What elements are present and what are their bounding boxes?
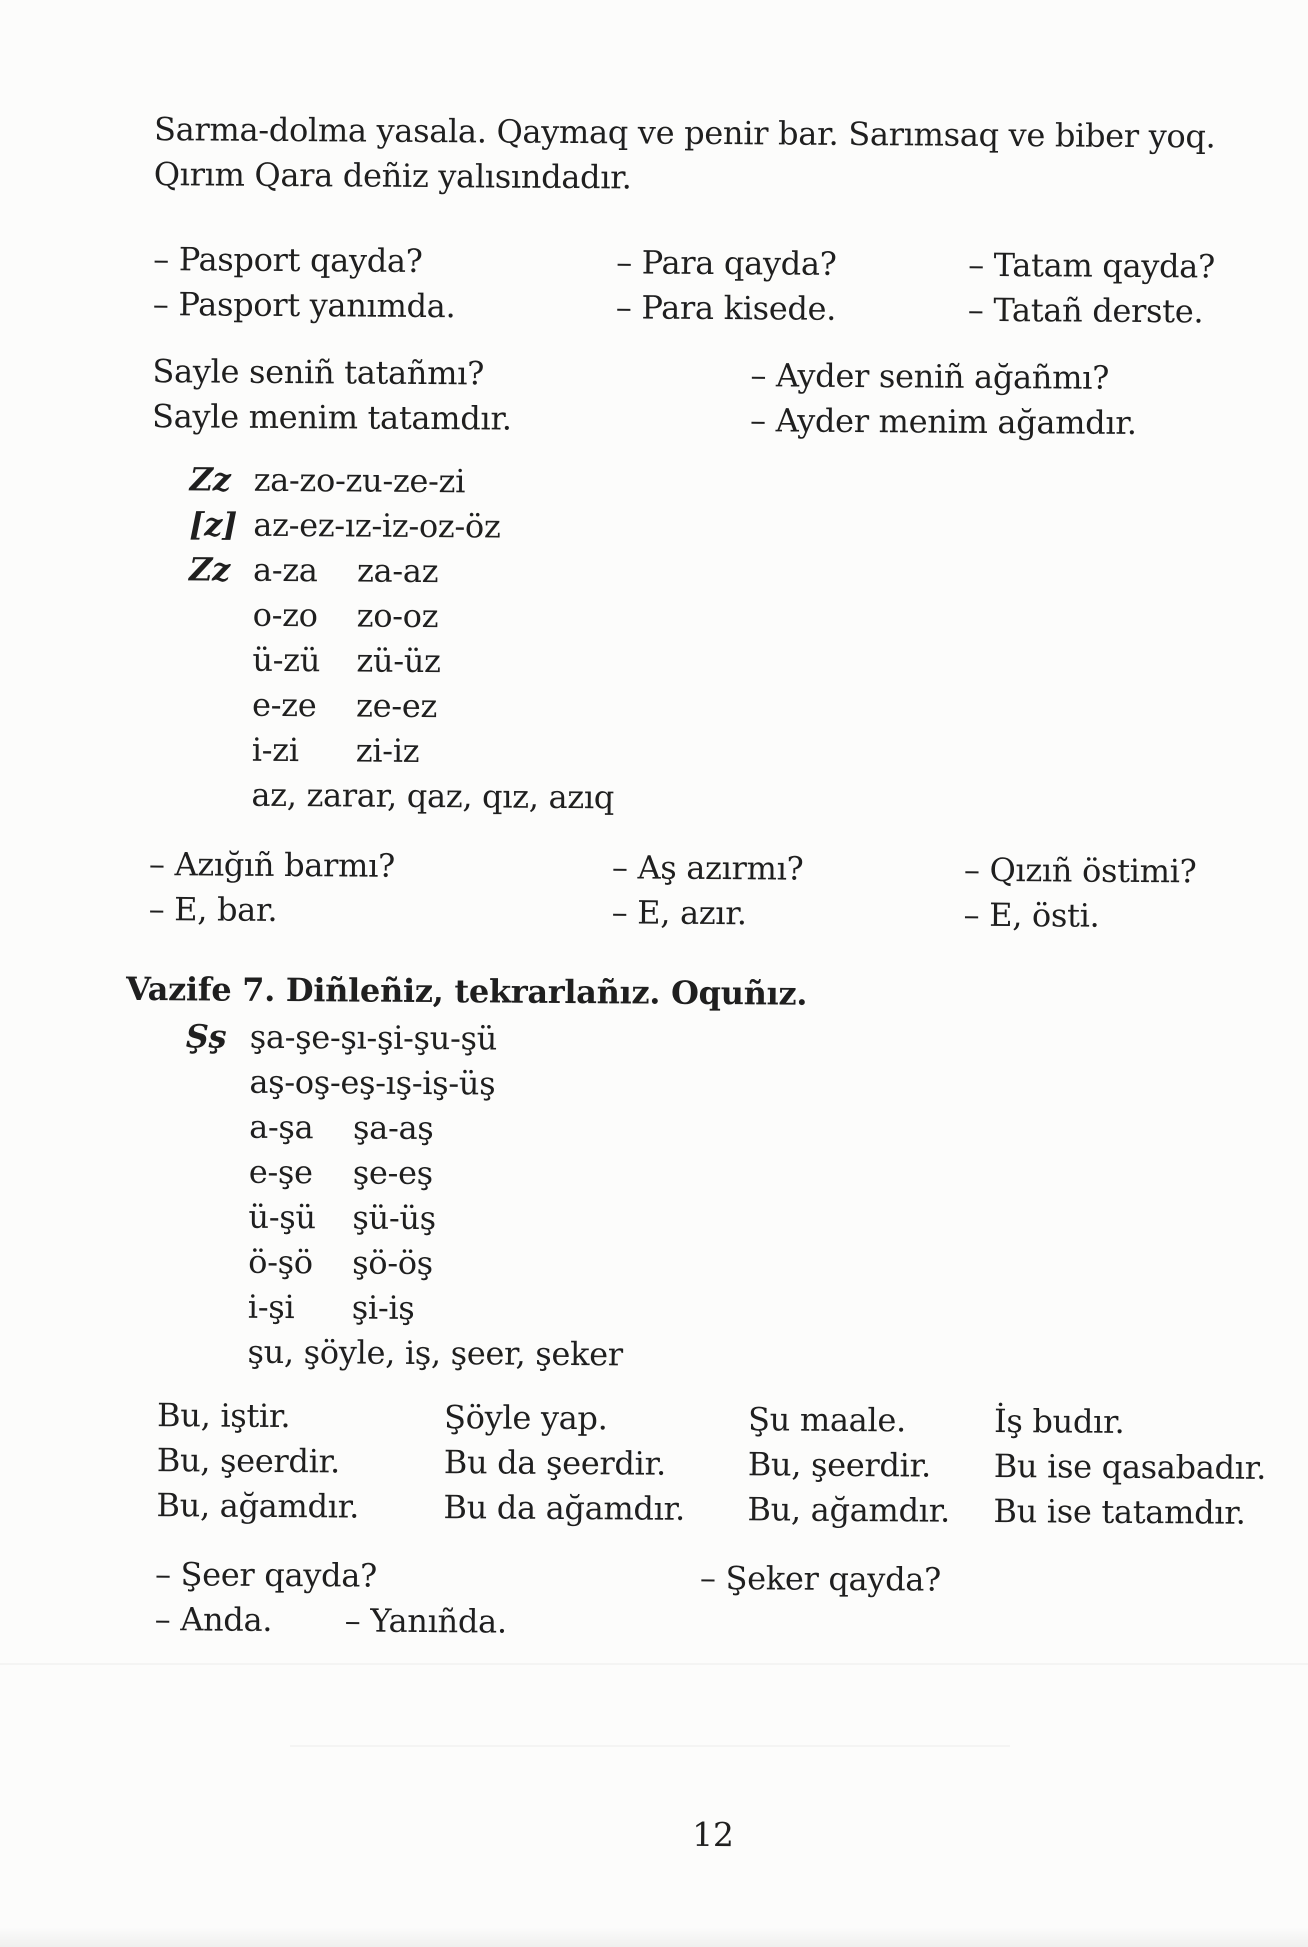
sentence: Bu ise qasabadır.	[993, 1446, 1267, 1487]
dialog-answer: – E, bar.	[148, 890, 278, 929]
scan-artifact-streak	[290, 1745, 1010, 1747]
dialog-question: – Azığıñ barmı?	[148, 845, 396, 885]
sentence: Şöyle yap.	[443, 1398, 608, 1438]
drill-row	[184, 1239, 624, 1287]
syllable-pair: şi-iş	[351, 1288, 415, 1327]
label-spacer	[183, 1329, 247, 1374]
syllable-pair: şe-eş	[352, 1153, 434, 1193]
dialog-sayle-ayder	[152, 349, 1253, 452]
syllable-pair: ze-ez	[355, 686, 438, 726]
sentence-column	[156, 1393, 359, 1529]
label-spacer	[185, 1149, 249, 1194]
dialog-question: – Ayder seniñ ağañmı?	[750, 356, 1110, 397]
syllable-pair: zo-oz	[356, 596, 439, 636]
drill-row	[185, 1104, 625, 1152]
sentence: Bu da ağamdır.	[443, 1488, 686, 1528]
label-spacer	[187, 772, 251, 817]
dialog-question-row	[154, 1552, 1255, 1599]
dialog-answer: – Ayder menim ağamdır.	[749, 401, 1137, 442]
label-spacer	[184, 1239, 248, 1284]
dialog-question: – Qızıñ östimi?	[963, 850, 1197, 891]
label-spacer	[184, 1194, 248, 1239]
drill-row	[187, 772, 614, 820]
dialog-question: – Pasport qayda?	[153, 240, 423, 280]
drill-letter-z	[187, 457, 616, 820]
intro-line-1: Sarma-dolma yasala. Qaymaq ve penir bar. Sarımsaq ve biber yoq.	[153, 110, 1216, 156]
letter-label: Zz	[188, 550, 231, 589]
dialog-question: – Para qayda?	[616, 243, 837, 283]
syllable-pair: i-zi	[251, 730, 299, 770]
word-list: az, zarar, qaz, qız, azıq	[251, 775, 615, 817]
syllable-pair: şü-üş	[352, 1198, 437, 1238]
label-spacer	[189, 592, 253, 637]
syllable-pair: ü-zü	[252, 640, 321, 680]
syllable-pair: a-za	[252, 550, 318, 590]
dialog-column	[152, 349, 512, 442]
dialog-question: Sayle seniñ tatañmı?	[152, 352, 485, 393]
drill-row	[188, 682, 615, 730]
dialog-question: – Şeer qayda?	[154, 1555, 378, 1595]
dialog-answer: – Pasport yanımda.	[152, 285, 456, 326]
label-spacer	[184, 1284, 248, 1329]
sentence-columns	[156, 1393, 1277, 1541]
syllable-pair: e-ze	[251, 685, 317, 725]
drill-row	[186, 1014, 626, 1062]
syllable-sequence: şa-şe-şı-şi-şu-şü	[249, 1017, 498, 1058]
syllable-pair: şa-aş	[353, 1108, 434, 1148]
sentence: Şu maale.	[747, 1400, 907, 1440]
dialog-azigin-as-qizin	[148, 842, 1249, 945]
drill-row	[188, 727, 615, 775]
dialog-answer: Sayle menim tatamdır.	[151, 397, 512, 438]
intro-paragraph	[154, 107, 1216, 204]
scan-bottom-shadow	[0, 1927, 1308, 1947]
label-spacer	[188, 727, 252, 772]
task-heading: Vazife 7. Diñleñiz, tekrarlañız. Oquñız.	[125, 969, 808, 1013]
sentence-column	[443, 1395, 685, 1532]
drill-row	[188, 637, 615, 685]
word-list: şu, şöyle, iş, şeer, şeker	[247, 1332, 623, 1374]
dialog-answer: – Para kisede.	[615, 288, 837, 328]
dialog-question: – Aş azırmı?	[611, 848, 804, 888]
syllable-sequence: za-zo-zu-ze-zi	[253, 460, 466, 501]
syllable-pair: a-şa	[249, 1107, 314, 1147]
phonetic-label: [z]	[189, 505, 238, 544]
drill-row	[189, 457, 616, 505]
drill-row	[184, 1284, 624, 1332]
drill-row	[189, 592, 616, 640]
label-spacer	[185, 1104, 249, 1149]
dialog-column	[616, 240, 837, 332]
sentence: Bu, ağamdır.	[747, 1490, 951, 1530]
dialog-answer: – E, azır.	[611, 893, 747, 933]
dialog-column	[153, 237, 456, 329]
syllable-sequence: az-ez-ız-iz-oz-öz	[253, 505, 501, 546]
letter-label: Zz	[189, 460, 231, 499]
dialog-answer: – E, östi.	[963, 895, 1100, 935]
drill-row	[183, 1329, 623, 1377]
scan-artifact-streak	[0, 1663, 1308, 1665]
dialog-answer: – Anda.	[154, 1600, 273, 1639]
drill-row	[185, 1059, 625, 1107]
sentence: İş budır.	[993, 1401, 1125, 1441]
dialog-question: – Şeker qayda?	[699, 1558, 942, 1599]
syllable-pair: e-şe	[248, 1152, 313, 1192]
sentence-column	[993, 1399, 1266, 1536]
syllable-pair: zi-iz	[355, 731, 420, 770]
letter-label: Şş	[185, 1017, 227, 1056]
label-spacer	[185, 1059, 249, 1104]
page-number: 12	[692, 1814, 734, 1855]
syllable-pair: ü-şü	[248, 1197, 316, 1237]
drill-row	[184, 1194, 624, 1242]
sentence: Bu, şeerdir.	[156, 1441, 341, 1481]
syllable-pair: zü-üz	[356, 641, 441, 681]
dialog-column	[963, 848, 1196, 940]
sentence: Bu ise tatamdır.	[993, 1491, 1246, 1532]
drill-row	[189, 502, 616, 550]
drill-row	[185, 1149, 625, 1197]
syllable-pair: i-şi	[247, 1287, 295, 1327]
dialog-column	[968, 243, 1215, 335]
dialog-answer: – Tatañ derste.	[967, 290, 1204, 331]
syllable-pair: ö-şö	[248, 1242, 313, 1282]
sentence: Bu, ağamdır.	[156, 1486, 360, 1526]
sentence: Bu da şeerdir.	[443, 1443, 667, 1483]
dialog-column	[148, 842, 395, 934]
dialog-question: – Tatam qayda?	[968, 245, 1216, 286]
dialog-answer: – Yanıñda.	[344, 1601, 507, 1641]
sentence: Bu, iştir.	[156, 1396, 291, 1436]
label-spacer	[188, 682, 252, 727]
label-spacer	[188, 637, 252, 682]
syllable-sequence: aş-oş-eş-ış-iş-üş	[249, 1062, 496, 1103]
sentence: Bu, şeerdir.	[747, 1445, 932, 1485]
intro-line-2: Qırım Qara deñiz yalısındadır.	[153, 155, 632, 197]
dialog-pasport-para-tatam	[153, 237, 1254, 340]
dialog-column	[750, 353, 1137, 446]
drill-row	[189, 547, 616, 595]
dialog-seer-seker	[155, 1552, 1256, 1655]
drill-letter-s	[183, 1014, 625, 1377]
dialog-column	[611, 845, 803, 936]
sentence-column	[747, 1397, 950, 1533]
syllable-pair: şö-öş	[352, 1243, 434, 1283]
syllable-pair: za-az	[356, 551, 439, 591]
syllable-pair: o-zo	[252, 595, 318, 635]
